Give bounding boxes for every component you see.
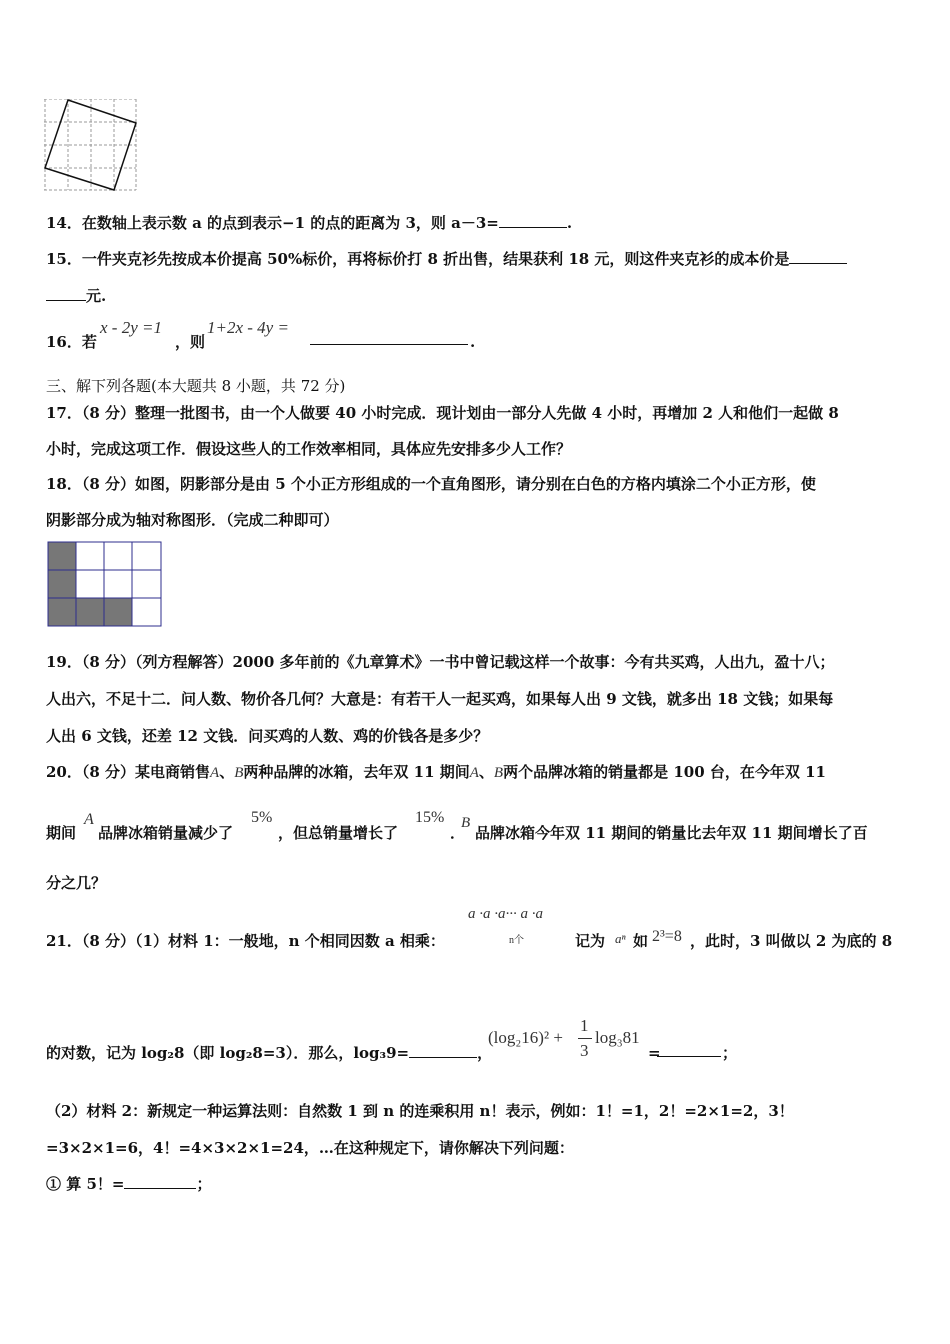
q20-B-label: B	[461, 815, 471, 831]
question-20-line3: 分之几？	[46, 874, 107, 892]
factorial-5-blank[interactable]	[124, 1174, 196, 1189]
question-18-line1: 18．（8 分）如图，阴影部分是由 5 个小正方形组成的一个直角图形，请分别在白色的方格内填涂二个小正方形，使	[46, 475, 816, 493]
question-17-line1: 17．（8 分）整理一批图书，由一个人做要 40 小时完成．现计划由一部分人先做 4 小时，再增加 2 人和他们一起做 8	[46, 404, 839, 422]
question-18-line2: 阴影部分成为轴对称图形．（完成二种即可）	[46, 511, 339, 529]
q21-fraction-num: 1	[580, 1016, 589, 1035]
question-21-part2-line1: （2）材料 2：新规定一种运算法则：自然数 1 到 n 的连乘积用 n！表示，例如：1！=1，2！=2×1=2，3！	[46, 1102, 794, 1120]
tilted-square-grid-figure	[44, 99, 138, 191]
q21-product: a ·a ·a··· a ·a	[468, 906, 543, 922]
answer-blank[interactable]	[789, 249, 847, 264]
answer-blank-cont[interactable]	[46, 286, 86, 301]
question-19-line2: 人出六，不足十二．问人数、物价各几何？大意是：有若干人一起买鸡，如果每人出 9 文钱，就多出 18 文钱；如果每	[46, 690, 834, 708]
q16-expression: 1+2x - 4y =	[207, 318, 289, 337]
question-21-line2: 的对数，记为 log₂8（即 log₂8=3）．那么，log₃9= ，	[46, 1044, 493, 1062]
question-19-line1: 19．（8 分）（列方程解答）2000 多年前的《九章算术》一书中曾记载这样一个故事：今有共买鸡，人出九，盈十八；	[46, 653, 835, 671]
question-15-line1: 15．一件夹克衫先按成本价提高 50%标价，再将标价打 8 折出售，结果获利 18 元，则这件夹克衫的成本价是	[46, 249, 847, 269]
q21-n-count: n个	[509, 935, 524, 946]
question-20-line1: 20．（8 分）某电商销售A、B两种品牌的冰箱，去年双 11 期间A、B两个品牌冰箱的销量都是 100 台，在今年双 11	[46, 763, 826, 781]
answer-blank[interactable]	[499, 213, 567, 228]
question-15-line2: 元.	[46, 286, 106, 306]
q21-log-expression-2: log₃81	[595, 1028, 640, 1047]
q16-condition: x - 2y =1	[100, 318, 162, 337]
log-expr-blank[interactable]	[657, 1042, 721, 1057]
q21-log-expression: (log₂16)² +	[488, 1028, 563, 1047]
log3-9-blank[interactable]	[409, 1043, 477, 1058]
q16-answer-blank[interactable]	[310, 330, 468, 345]
q21-power: aⁿ	[615, 931, 626, 946]
question-21-part2-line2: =3×2×1=6，4！=4×3×2×1=24，…在这种规定下，请你解决下列问题：	[46, 1139, 574, 1157]
fraction-bar	[578, 1038, 592, 1039]
q16-mid: ，则	[175, 333, 206, 351]
q21-fraction-den: 3	[580, 1041, 589, 1060]
q20-A-label: A	[84, 811, 94, 828]
question-16: 16．若	[46, 333, 97, 351]
q20-pct-15: 15%	[415, 809, 445, 826]
question-21-line1: 21．（8 分）（1）材料 1：一般地，n 个相同因数 a 相乘：	[46, 932, 445, 950]
question-17-line2: 小时，完成这项工作．假设这些人的工作效率相同，具体应先安排多少人工作？	[46, 440, 572, 458]
shaded-grid-figure	[47, 541, 164, 628]
q20-pct-5: 5%	[251, 809, 273, 826]
question-14: 14．在数轴上表示数 a 的点到表示−1 的点的距离为 3，则 a－3= .	[46, 214, 573, 232]
question-20-line2a: 期间	[46, 824, 77, 842]
question-19-line3: 人出 6 文钱，还差 12 文钱．问买鸡的人数、鸡的价钱各是多少？	[46, 727, 489, 745]
question-21-sub1: ① 算 5！= ；	[46, 1175, 212, 1193]
q21-example: 2³=8	[652, 928, 682, 945]
section-3-title: 三、解下列各题(本大题共 8 小题，共 72 分)	[46, 377, 346, 395]
